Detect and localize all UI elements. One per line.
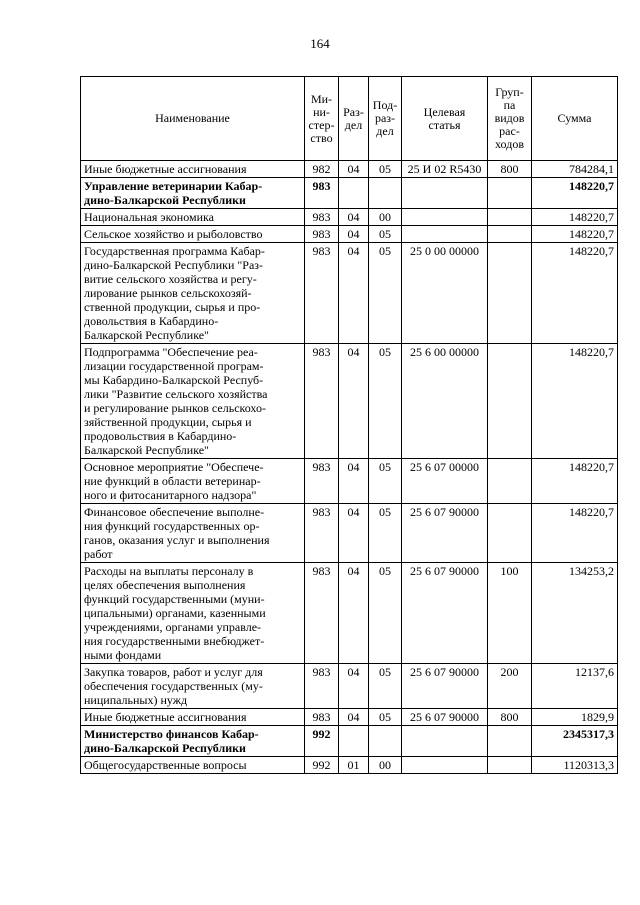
cell-ministry: 982	[305, 161, 339, 178]
cell-name: Иные бюджетные ассигнования	[81, 161, 305, 178]
cell-subsection: 05	[369, 226, 402, 243]
table-row	[81, 664, 618, 709]
cell-subsection: 05	[369, 243, 402, 344]
cell-subsection: 00	[369, 209, 402, 226]
cell-sum: 148220,7	[532, 178, 618, 209]
cell-expense-group	[488, 757, 532, 774]
page-number: 164	[310, 36, 330, 51]
table-row	[81, 161, 618, 178]
cell-ministry: 983	[305, 243, 339, 344]
cell-sum: 12137,6	[532, 664, 618, 709]
cell-target	[402, 209, 488, 226]
header-section	[339, 77, 369, 161]
table-row	[81, 243, 618, 344]
cell-ministry: 992	[305, 757, 339, 774]
cell-name: Подпрограмма "Обеспечение реа- лизации государственной програм- мы Кабардино-Балкарской Респуб- лики "Развитие сельского хозяйства и регулирование рынков сельскохо- зяйственной продукции, сырья и продовольствия в Кабардино- Балкарской Республике"	[81, 344, 305, 459]
cell-name: Министерство финансов Кабар- дино-Балкарской Республики	[81, 726, 305, 757]
header-target-text: Целевая статья	[423, 104, 466, 132]
cell-section	[339, 178, 369, 209]
cell-sum: 148220,7	[532, 504, 618, 563]
cell-ministry: 983	[305, 459, 339, 504]
cell-expense-group	[488, 726, 532, 757]
header-ministry-text: Ми- ни- стер- ство	[308, 91, 335, 145]
cell-target: 25 6 07 90000	[402, 504, 488, 563]
header-subsection-text: Под- раз- дел	[372, 98, 398, 138]
cell-ministry: 983	[305, 209, 339, 226]
header-expense-group-text: Груп- па видов рас- ходов	[494, 85, 525, 151]
cell-section: 04	[339, 709, 369, 726]
cell-section: 04	[339, 664, 369, 709]
cell-target: 25 6 00 00000	[402, 344, 488, 459]
cell-target: 25 0 00 00000	[402, 243, 488, 344]
header-name: Наименование	[81, 77, 305, 161]
cell-ministry: 983	[305, 344, 339, 459]
cell-expense-group: 200	[488, 664, 532, 709]
cell-sum: 148220,7	[532, 243, 618, 344]
cell-section: 04	[339, 243, 369, 344]
cell-name: Государственная программа Кабар- дино-Балкарской Республики "Раз- витие сельского хозяйства и регу- лирование рынков сельскохозяй- ственной продукции, сырья и про- довольствия в Кабардино- Балкарской Республике"	[81, 243, 305, 344]
table-header-row	[81, 77, 618, 161]
cell-name: Общегосударственные вопросы	[81, 757, 305, 774]
cell-name: Сельское хозяйство и рыболовство	[81, 226, 305, 243]
header-section-text: Раз- дел	[343, 104, 364, 132]
cell-name: Управление ветеринарии Кабар- дино-Балкарской Республики	[81, 178, 305, 209]
cell-expense-group: 800	[488, 709, 532, 726]
cell-expense-group	[488, 209, 532, 226]
table-row	[81, 563, 618, 664]
header-subsection	[369, 77, 402, 161]
cell-sum: 148220,7	[532, 209, 618, 226]
cell-expense-group	[488, 504, 532, 563]
cell-sum: 148220,7	[532, 344, 618, 459]
table-row	[81, 757, 618, 774]
cell-name: Национальная экономика	[81, 209, 305, 226]
cell-expense-group	[488, 226, 532, 243]
cell-subsection	[369, 178, 402, 209]
cell-subsection: 05	[369, 563, 402, 664]
cell-name: Закупка товаров, работ и услуг для обеспечения государственных (му- ниципальных) нужд	[81, 664, 305, 709]
cell-sum: 784284,1	[532, 161, 618, 178]
cell-section: 04	[339, 209, 369, 226]
table-row	[81, 726, 618, 757]
cell-subsection: 05	[369, 504, 402, 563]
cell-target: 25 6 07 90000	[402, 664, 488, 709]
cell-subsection	[369, 726, 402, 757]
cell-name: Основное мероприятие "Обеспече- ние функций в области ветеринар- ного и фитосанитарного надзора"	[81, 459, 305, 504]
table-row	[81, 226, 618, 243]
table-body	[81, 161, 618, 774]
cell-target: 25 6 07 90000	[402, 709, 488, 726]
cell-section: 04	[339, 344, 369, 459]
cell-target	[402, 726, 488, 757]
cell-target	[402, 226, 488, 243]
cell-ministry: 983	[305, 709, 339, 726]
cell-section: 04	[339, 504, 369, 563]
header-ministry	[305, 77, 339, 161]
cell-name: Финансовое обеспечение выполне- ния функций государственных ор- ганов, оказания услуг и выполнения работ	[81, 504, 305, 563]
cell-ministry: 983	[305, 226, 339, 243]
cell-name: Расходы на выплаты персоналу в целях обеспечения выполнения функций государственными (муни- ципальными) органами, казенными учреждениями, органами управле- ния государственными внебюджет- ными фондами	[81, 563, 305, 664]
cell-subsection: 05	[369, 161, 402, 178]
cell-section: 04	[339, 161, 369, 178]
cell-target: 25 6 07 00000	[402, 459, 488, 504]
cell-section	[339, 726, 369, 757]
cell-sum: 2345317,3	[532, 726, 618, 757]
cell-sum: 134253,2	[532, 563, 618, 664]
cell-expense-group	[488, 344, 532, 459]
table-row	[81, 209, 618, 226]
cell-ministry: 983	[305, 504, 339, 563]
cell-target	[402, 178, 488, 209]
cell-sum: 1120313,3	[532, 757, 618, 774]
cell-sum: 148220,7	[532, 459, 618, 504]
cell-subsection: 00	[369, 757, 402, 774]
header-target	[402, 77, 488, 161]
table-row	[81, 459, 618, 504]
cell-section: 01	[339, 757, 369, 774]
cell-subsection: 05	[369, 709, 402, 726]
cell-section: 04	[339, 563, 369, 664]
cell-expense-group: 800	[488, 161, 532, 178]
table-row	[81, 709, 618, 726]
cell-expense-group	[488, 178, 532, 209]
cell-target: 25 6 07 90000	[402, 563, 488, 664]
cell-sum: 1829,9	[532, 709, 618, 726]
cell-subsection: 05	[369, 459, 402, 504]
header-sum: Сумма	[532, 77, 618, 161]
cell-expense-group	[488, 459, 532, 504]
cell-ministry: 983	[305, 178, 339, 209]
budget-table	[80, 76, 618, 774]
cell-ministry: 992	[305, 726, 339, 757]
table-row	[81, 178, 618, 209]
cell-expense-group: 100	[488, 563, 532, 664]
cell-ministry: 983	[305, 664, 339, 709]
cell-target: 25 И 02 R5430	[402, 161, 488, 178]
cell-subsection: 05	[369, 664, 402, 709]
cell-section: 04	[339, 226, 369, 243]
cell-target	[402, 757, 488, 774]
cell-expense-group	[488, 243, 532, 344]
cell-subsection: 05	[369, 344, 402, 459]
cell-name: Иные бюджетные ассигнования	[81, 709, 305, 726]
cell-sum: 148220,7	[532, 226, 618, 243]
header-expense-group	[488, 77, 532, 161]
table-row	[81, 504, 618, 563]
cell-section: 04	[339, 459, 369, 504]
table-row	[81, 344, 618, 459]
cell-ministry: 983	[305, 563, 339, 664]
